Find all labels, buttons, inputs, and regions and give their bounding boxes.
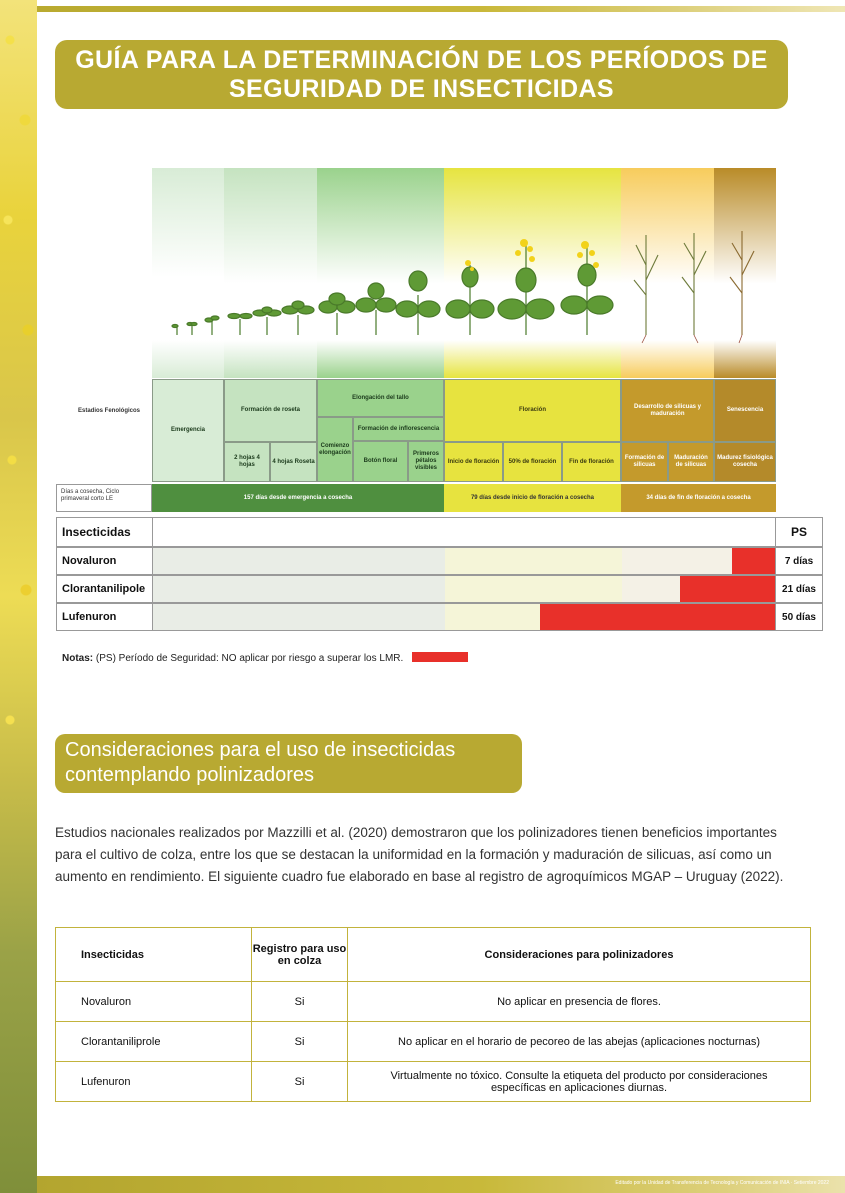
stage-inicio-floracion: Inicio de floración	[444, 442, 503, 482]
stage-formacion-roseta: Formación de roseta	[224, 379, 317, 442]
estadios-label: Estadios Fenológicos	[78, 408, 141, 414]
ps-seg-orange	[622, 576, 680, 602]
footer-credit: Editado por la Unidad de Transferencia de Tecnología y Comunicación de INIA · Setiembre 2022	[615, 1180, 829, 1186]
ps-seg-green	[153, 548, 445, 574]
ps-header-insecticidas: Insecticidas	[57, 518, 153, 546]
cell-consideracion: Virtualmente no tóxico. Consulte la etiqueta del producto por consideraciones específicas en aplicaciones diurnas.	[348, 1062, 811, 1102]
dias-bar-green: 157 días desde emergencia a cosecha	[152, 484, 444, 512]
ps-name: Novaluron	[57, 548, 153, 574]
notes-label: Notas:	[62, 653, 94, 664]
table-row	[56, 1022, 811, 1062]
notes	[62, 652, 468, 664]
stage-fin-floracion: Fin de floración	[562, 442, 621, 482]
stage-formacion-silicuas: Formación de silicuas	[621, 442, 668, 482]
ps-row	[56, 547, 823, 575]
cell-insecticida: Novaluron	[56, 982, 252, 1022]
section-banner	[55, 734, 522, 793]
header-insecticidas: Insecticidas	[56, 928, 252, 982]
stage-maduracion-silicuas: Maduración de silicuas	[668, 442, 714, 482]
header-registro: Registro para uso en colza	[252, 928, 348, 982]
stage-formacion-inflorescencia: Formación de inflorescencia	[353, 417, 444, 441]
cell-registro: Si	[252, 1062, 348, 1102]
body-paragraph: Estudios nacionales realizados por Mazzilli et al. (2020) demostraron que los polinizadores tienen beneficios importantes para el cultivo de colza, entre los que se destacan la uniformidad en la formación y maduración de silicuas, así como un aumento en rendimiento. El siguiente cuadro fue elaborado en base al registro de agroquímicos MGAP – Uruguay (2022).	[55, 825, 784, 884]
stage-50-floracion: 50% de floración	[503, 442, 562, 482]
ps-red-bar	[680, 576, 776, 602]
stage-primeros-petalos: Primeros pétalos visibles	[408, 441, 444, 482]
ps-seg-green	[153, 576, 445, 602]
plant-illustrations	[152, 225, 776, 345]
table-row	[56, 982, 811, 1022]
considerations-table	[55, 927, 811, 1102]
ps-seg-yellow	[445, 576, 622, 602]
cell-registro: Si	[252, 1022, 348, 1062]
stage-4-hojas: 4 hojas Roseta	[270, 442, 317, 482]
stage-elongacion: Elongación del tallo	[317, 379, 444, 417]
cell-registro: Si	[252, 982, 348, 1022]
ps-row	[56, 575, 823, 603]
notes-text: (PS) Período de Seguridad: NO aplicar por riesgo a superar los LMR.	[95, 653, 404, 664]
table-row	[56, 1062, 811, 1102]
ps-seg-green	[153, 604, 445, 630]
ps-header-ps: PS	[775, 518, 822, 546]
stage-2-hojas: 2 hojas 4 hojas	[224, 442, 270, 482]
ps-value: 21 días	[775, 576, 822, 602]
header-consideraciones: Consideraciones para polinizadores	[348, 928, 811, 982]
rapeseed-photo-strip	[0, 0, 37, 1193]
title-banner	[55, 40, 788, 109]
stage-emergencia: Emergencia	[152, 379, 224, 482]
stage-desarrollo-silicuas: Desarrollo de silicuas y maduración	[621, 379, 714, 442]
stage-senescencia: Senescencia	[714, 379, 776, 442]
ps-row	[56, 603, 823, 631]
dias-bar-orange: 34 días de fin de floración a cosecha	[621, 484, 776, 512]
page-title: GUÍA PARA LA DETERMINACIÓN DE LOS PERÍODOS DE SEGURIDAD DE INSECTICIDAS	[75, 45, 768, 103]
notes-red-swatch	[412, 652, 468, 662]
stage-floracion: Floración	[444, 379, 621, 442]
stage-boton-floral: Botón floral	[353, 441, 408, 482]
ps-name: Lufenuron	[57, 604, 153, 630]
ps-header-row	[56, 517, 823, 547]
ps-seg-yellow	[445, 548, 622, 574]
cell-consideracion: No aplicar en presencia de flores.	[348, 982, 811, 1022]
section-title: Consideraciones para el uso de insecticidas contemplando polinizadores	[65, 739, 456, 786]
ps-seg-yellow	[445, 604, 540, 630]
table-header-row	[56, 928, 811, 982]
cell-consideracion: No aplicar en el horario de pecoreo de las abejas (aplicaciones nocturnas)	[348, 1022, 811, 1062]
ps-value: 7 días	[775, 548, 822, 574]
ps-red-bar	[732, 548, 776, 574]
dias-label: Días a cosecha, Ciclo primaveral corto LE	[56, 484, 152, 512]
ps-name: Clorantanilipole	[57, 576, 153, 602]
ps-value: 50 días	[775, 604, 822, 630]
stage-madurez: Madurez fisiológica cosecha	[714, 442, 776, 482]
ps-seg-orange	[622, 548, 732, 574]
cell-insecticida: Clorantaniliprole	[56, 1022, 252, 1062]
dias-bar-yellow: 79 días desde inicio de floración a cosecha	[444, 484, 621, 512]
stage-comienzo-elongacion: Comienzo elongación	[317, 417, 353, 482]
ps-red-bar	[540, 604, 776, 630]
cell-insecticida: Lufenuron	[56, 1062, 252, 1102]
top-rule	[37, 6, 845, 12]
